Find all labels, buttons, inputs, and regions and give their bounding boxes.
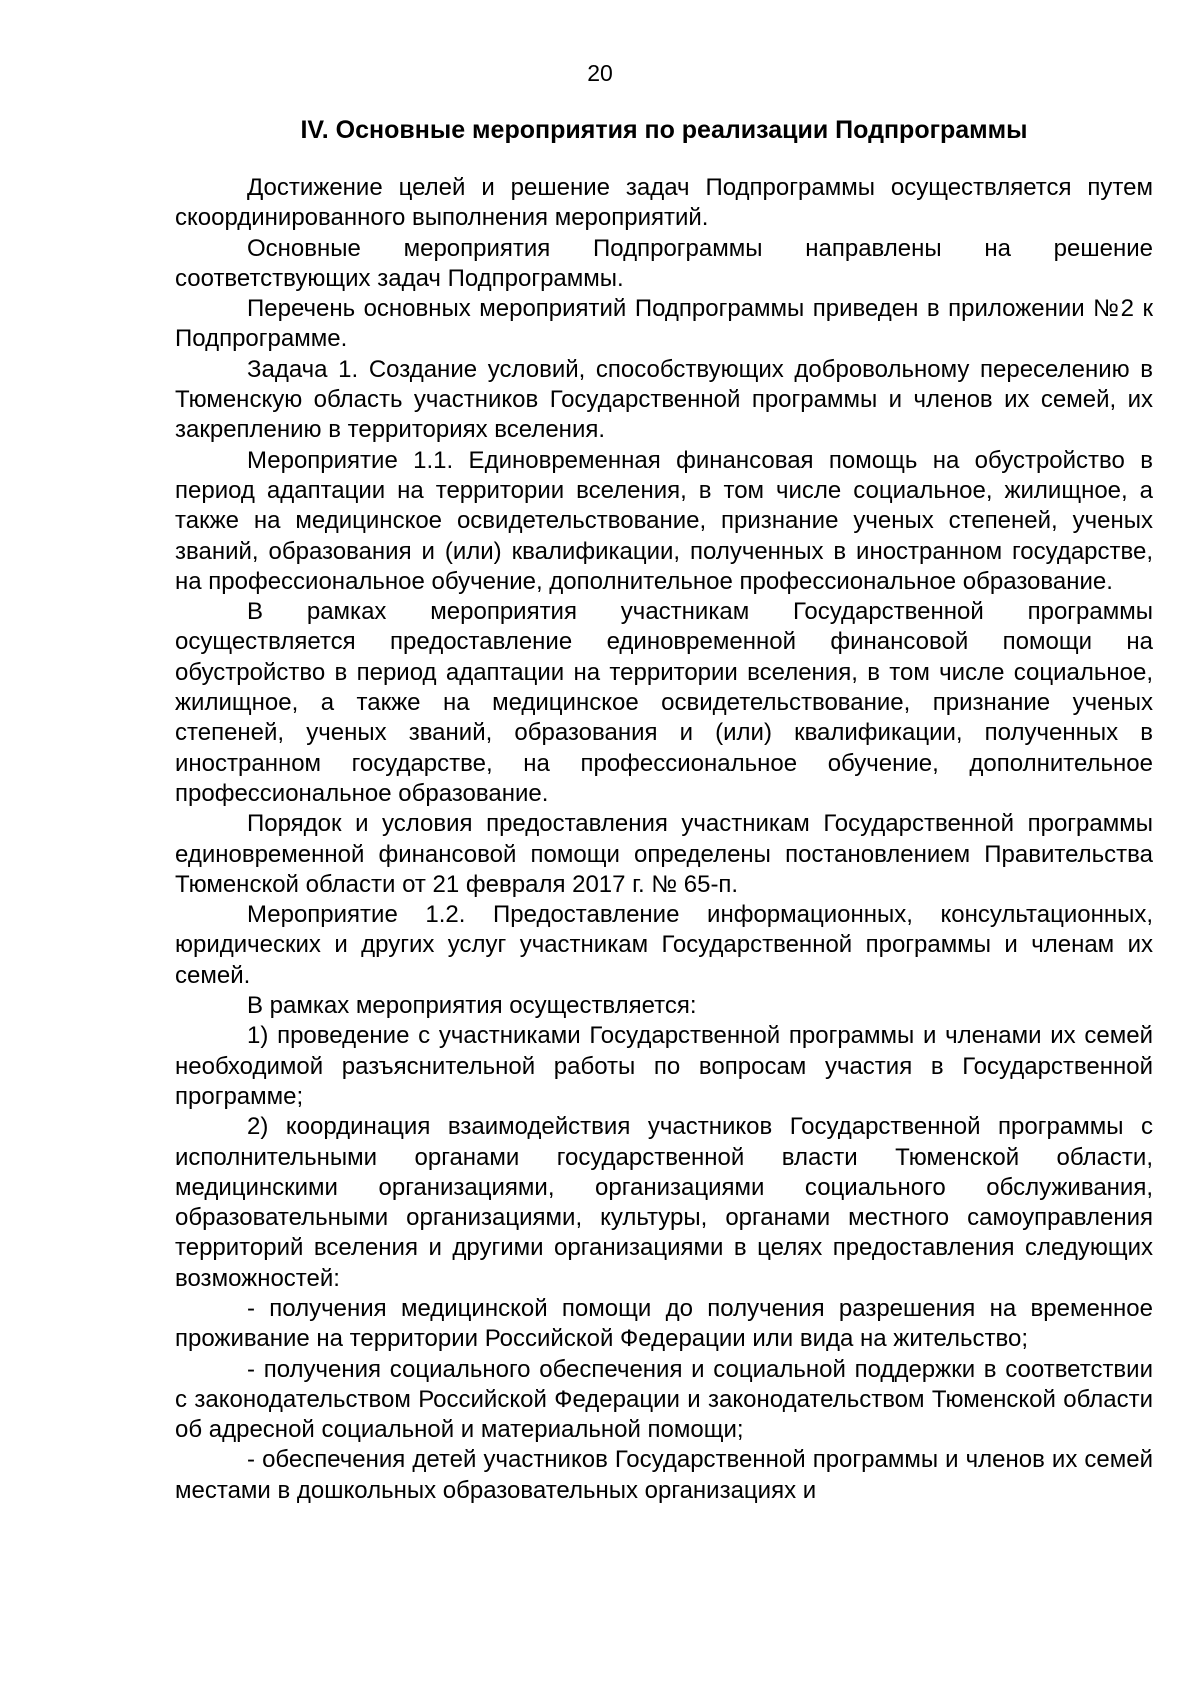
paragraph-continued: - обеспечения детей участников Государственной программы и членов их семей местами в дошкольных образовательных организациях и (175, 1446, 1153, 1504)
paragraph: Перечень основных мероприятий Подпрограммы приведен в приложении №2 к Подпрограмме. (175, 295, 1153, 353)
page-number: 20 (587, 60, 613, 86)
paragraph: Порядок и условия предоставления участникам Государственной программы единовременной финансовой помощи определены постановлением Правительства Тюменской области от 21 февраля 2017 г. № 65-п. (175, 810, 1153, 898)
paragraph: Мероприятие 1.1. Единовременная финансовая помощь на обустройство в период адаптации на территории вселения, в том числе социальное, жилищное, а также на медицинское освидетельствование, признание ученых степеней, ученых званий, образования и (или) квалификации, полученных в иностранном государстве, на профессиональное обучение, дополнительное профессиональное образование. (175, 446, 1153, 595)
paragraph: 1) проведение с участниками Государственной программы и членами их семей необходимой разъяснительной работы по вопросам участия в Государственной программе; (175, 1022, 1153, 1110)
paragraph: В рамках мероприятия осуществляется: (247, 992, 697, 1020)
paragraph: В рамках мероприятия участникам Государственной программы осуществляется предоставление единовременной финансовой помощи на обустройство в период адаптации на территории вселения, в том числе социальное, жилищное, а также на медицинское освидетельствование, признание ученых степеней, ученых званий, образования и (или) квалификации, полученных в иностранном государстве, на профессиональное обучение, дополнительное профессиональное образование. (175, 598, 1153, 807)
paragraph: Задача 1. Создание условий, способствующих добровольному переселению в Тюменскую область участников Государственной программы и членов их семей, их закреплению в территориях вселения. (175, 355, 1153, 444)
paragraph: Мероприятие 1.2. Предоставление информационных, консультационных, юридических и других услуг участникам Государственной программы и членам их семей. (175, 901, 1153, 989)
body-text (175, 173, 1153, 1506)
section-heading: IV. Основные мероприятия по реализации Подпрограммы (300, 116, 1028, 144)
paragraph: - получения социального обеспечения и социальной поддержки в соответствии с законодательством Российской Федерации и законодательством Тюменской области об адресной социальной и материальной помощи; (175, 1355, 1153, 1444)
paragraph: Основные мероприятия Подпрограммы направлены на решение соответствующих задач Подпрограммы. (175, 234, 1153, 292)
paragraph: 2) координация взаимодействия участников Государственной программы с исполнительными органами государственной власти Тюменской области, медицинскими организациями, организациями социального обслуживания, образовательными организациями, культуры, органами местного самоуправления территорий вселения и другими организациями в целях предоставления следующих возможностей: (175, 1113, 1153, 1292)
paragraph: - получения медицинской помощи до получения разрешения на временное проживание на территории Российской Федерации или вида на жительство; (175, 1294, 1153, 1353)
paragraph: Достижение целей и решение задач Подпрограммы осуществляется путем скоординированного выполнения мероприятий. (175, 174, 1153, 232)
